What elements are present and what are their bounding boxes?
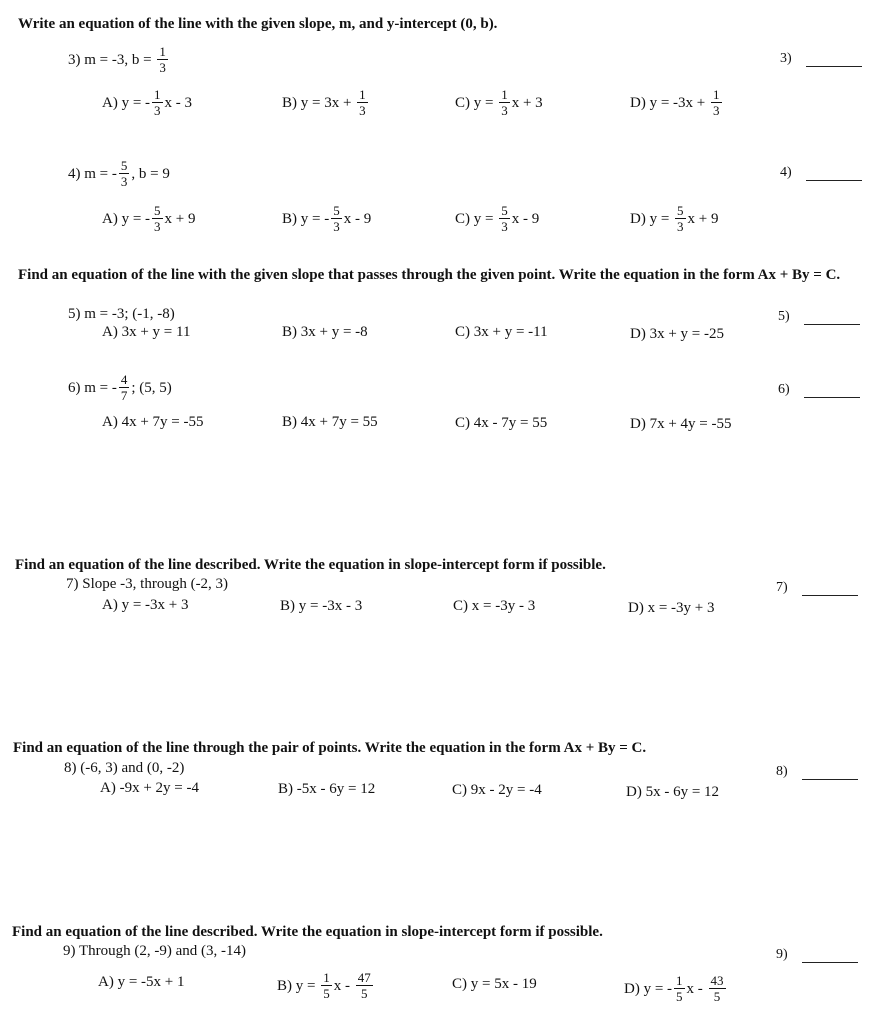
section-instruction: Write an equation of the line with the given slope, m, and y-intercept (0, b).: [18, 16, 498, 32]
numerator: 1: [159, 44, 166, 59]
choice-c[interactable]: C) y = $\frac{5}{3}$ x - 9: [455, 203, 540, 234]
answer-number: 8): [776, 764, 788, 779]
choice-c[interactable]: C) 4x - 7y = 55: [455, 415, 548, 431]
choice-c[interactable]: C) y = $\frac{1}{3}$ x + 3: [455, 87, 543, 118]
choice-a[interactable]: A) y = -3x + 3: [102, 597, 189, 613]
choice-a[interactable]: A) 3x + y = 11: [102, 324, 191, 340]
choice-a[interactable]: A) -9x + 2y = -4: [100, 780, 199, 796]
choice-a[interactable]: A) y = - $\frac{1}{3}$ x - 3: [102, 87, 193, 118]
fraction: $\frac{5}{3}$: [501, 203, 508, 234]
fraction: $\frac{47}{5}$: [357, 970, 371, 1001]
denominator: 3: [159, 60, 166, 75]
fraction: $\frac{5}{3}$: [120, 158, 128, 189]
answer-number: 6): [778, 382, 790, 397]
choice-c[interactable]: C) 9x - 2y = -4: [452, 782, 542, 798]
choice-d[interactable]: D) x = -3y + 3: [628, 600, 715, 616]
fraction: $\frac{1}{3}$: [359, 87, 366, 118]
choice-c[interactable]: C) y = 5x - 19: [452, 976, 537, 992]
problem-stem: 4) m = - $\frac{5}{3}$ , b = 9: [68, 158, 170, 189]
problem-stem: [68, 46, 170, 75]
problem-stem: 9) Through (2, -9) and (3, -14): [63, 943, 247, 959]
choice-a[interactable]: A) 4x + 7y = -55: [102, 414, 204, 430]
fraction: [157, 45, 168, 74]
choice-b[interactable]: B) y = -3x - 3: [280, 598, 363, 614]
fraction: $\frac{1}{5}$: [323, 970, 330, 1001]
choice-b[interactable]: B) 4x + 7y = 55: [282, 414, 378, 430]
problem-stem: 8) (-6, 3) and (0, -2): [64, 760, 185, 776]
choice-d[interactable]: D) 5x - 6y = 12: [626, 784, 720, 800]
choice-c[interactable]: C) x = -3y - 3: [453, 598, 536, 614]
choice-b[interactable]: B) 3x + y = -8: [282, 324, 368, 340]
answer-number: 5): [778, 309, 790, 324]
answer-blank[interactable]: [806, 180, 862, 181]
answer-number: 4): [780, 165, 792, 180]
fraction: $\frac{1}{3}$: [713, 87, 720, 118]
section-instruction: Find an equation of the line with the given slope that passes through the given point. Write the equation in the form Ax + By = C.: [18, 267, 841, 283]
problem-stem: 7) Slope -3, through (-2, 3): [66, 576, 229, 592]
fraction: $\frac{1}{5}$: [676, 973, 683, 1004]
choice-d[interactable]: D) y = -3x + $\frac{1}{3}$: [630, 87, 720, 118]
choice-d[interactable]: D) 3x + y = -25: [630, 326, 724, 342]
answer-blank[interactable]: [804, 397, 860, 398]
section-instruction: Find an equation of the line through the pair of points. Write the equation in the form Ax + By = C.: [13, 740, 647, 756]
fraction: $\frac{5}{3}$: [154, 203, 161, 234]
fraction: $\frac{5}{3}$: [333, 203, 340, 234]
stem-text: 3) m = -3, b =: [68, 51, 156, 68]
fraction: $\frac{5}{3}$: [677, 203, 684, 234]
fraction: $\frac{4}{7}$: [120, 372, 128, 403]
choice-a[interactable]: A) y = -5x + 1: [98, 974, 185, 990]
answer-blank[interactable]: [802, 595, 858, 596]
fraction: $\frac{1}{3}$: [501, 87, 508, 118]
problem-stem: 6) m = - $\frac{4}{7}$ ; (5, 5): [68, 372, 172, 403]
answer-number: 3): [780, 51, 792, 66]
section-instruction: Find an equation of the line described. Write the equation in slope-intercept form if possible.: [15, 557, 606, 573]
answer-blank[interactable]: [802, 779, 858, 780]
choice-b[interactable]: B) y = 3x + $\frac{1}{3}$: [282, 87, 366, 118]
choice-b[interactable]: B) y = $\frac{1}{5}$ x - $\frac{47}{5}$: [277, 970, 371, 1001]
fraction: $\frac{43}{5}$: [710, 973, 724, 1004]
fraction: $\frac{1}{3}$: [154, 87, 161, 118]
answer-blank[interactable]: [806, 66, 862, 67]
choice-d[interactable]: D) y = - $\frac{1}{5}$ x - $\frac{43}{5}$: [624, 973, 724, 1004]
choice-a[interactable]: A) y = - $\frac{5}{3}$ x + 9: [102, 203, 196, 234]
answer-blank[interactable]: [804, 324, 860, 325]
answer-number: 9): [776, 947, 788, 962]
choice-d[interactable]: D) 7x + 4y = -55: [630, 416, 732, 432]
choice-b[interactable]: B) -5x - 6y = 12: [278, 781, 376, 797]
choice-b[interactable]: B) y = - $\frac{5}{3}$ x - 9: [282, 203, 372, 234]
answer-blank[interactable]: [802, 962, 858, 963]
problem-stem: 5) m = -3; (-1, -8): [68, 306, 175, 322]
section-instruction: Find an equation of the line described. Write the equation in slope-intercept form if possible.: [12, 924, 603, 940]
choice-d[interactable]: D) y = $\frac{5}{3}$ x + 9: [630, 203, 719, 234]
answer-number: 7): [776, 580, 788, 595]
choice-c[interactable]: C) 3x + y = -11: [455, 324, 548, 340]
